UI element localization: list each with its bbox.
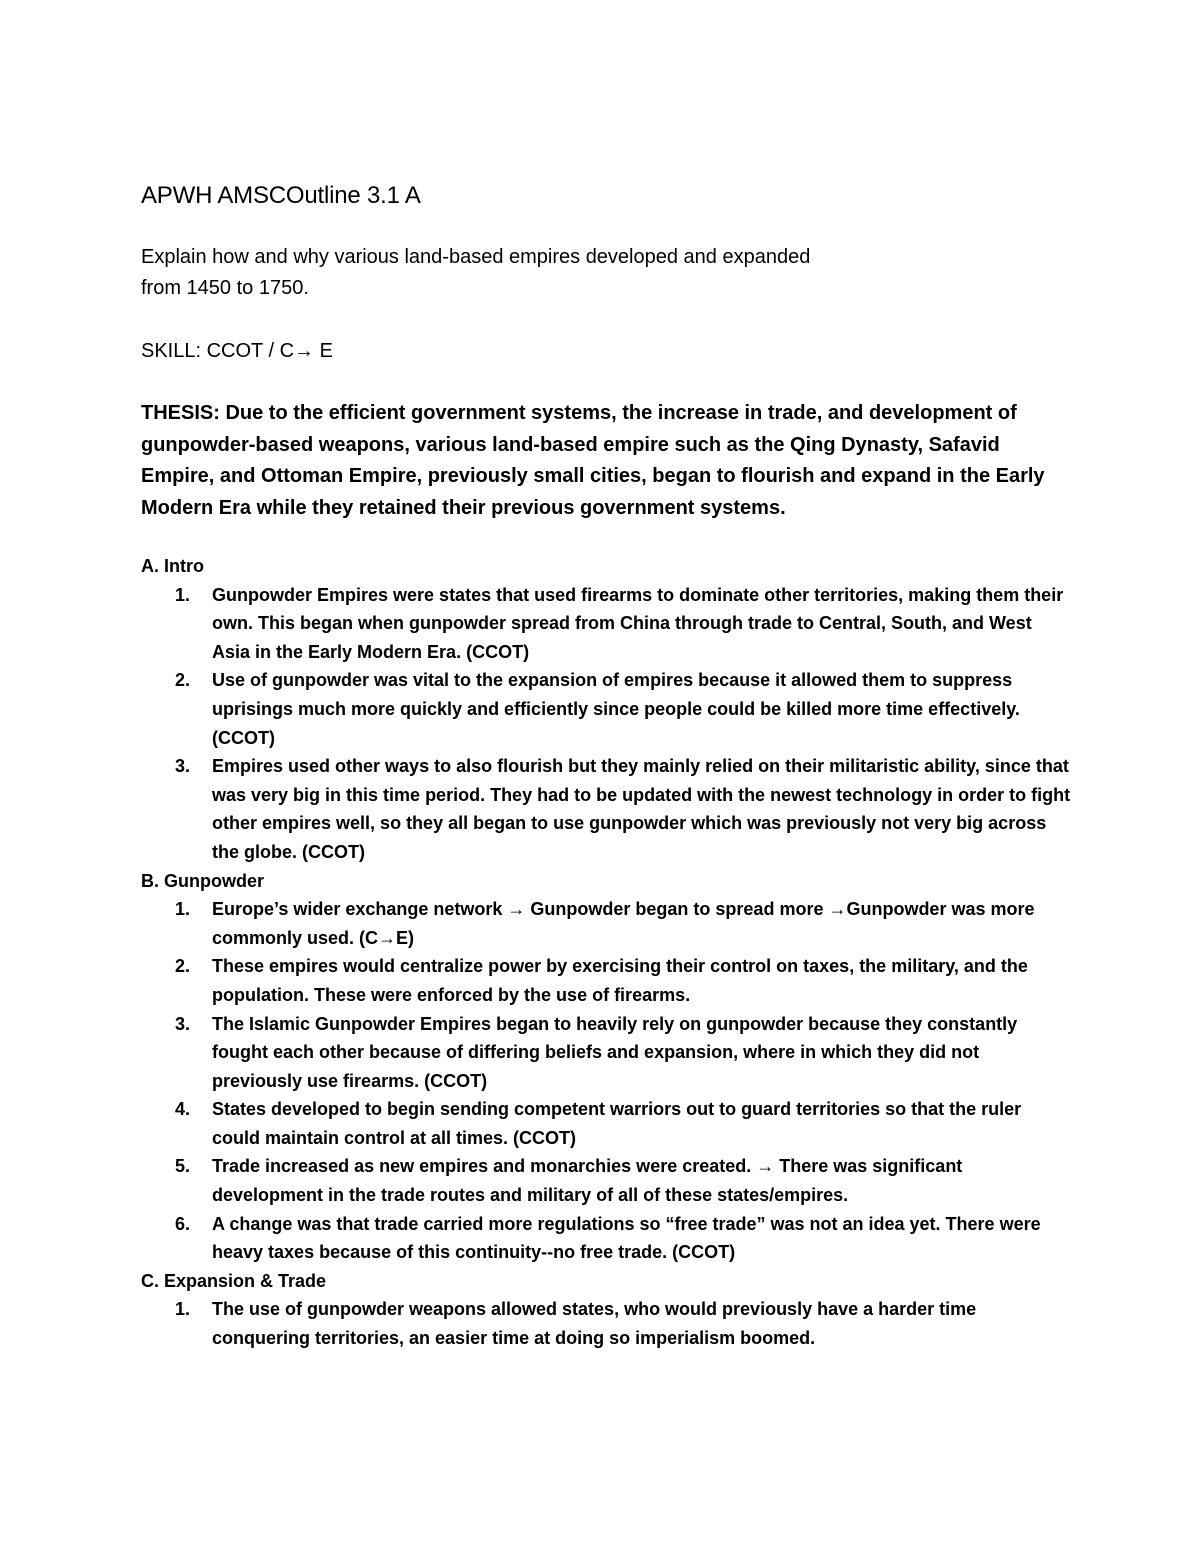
item-number: 4. (175, 1099, 191, 1120)
skill-line: SKILL: CCOT / C→ E (141, 340, 333, 362)
item-text: A change was that trade carried more regulations so “free trade” was not an idea yet. There were heavy taxes because of this continuity--no free trade. (CCOT) (212, 1213, 1041, 1263)
item-text: These empires would centralize power by exercising their control on taxes, the military, and the population. These were enforced by the use of firearms. (212, 956, 1028, 1005)
section-item-list (141, 1295, 1071, 1352)
item-text: The use of gunpowder weapons allowed states, who would previously have a harder time conquering territories, an easier time at doing so imperialism boomed. (212, 1299, 977, 1349)
item-text: Trade increased as new empires and monarchies were created. → There was significant development in the trade routes and military of all of these states/empires. (212, 1156, 963, 1206)
item-text: Gunpowder Empires were states that used firearms to dominate other territories, making them their own. This began when gunpowder spread from China through trade to Central, South, and West Asia in the Early Modern Era. (CCOT) (212, 584, 1064, 662)
item-number: 3. (175, 1013, 191, 1034)
list-item (141, 1295, 1071, 1352)
list-item (141, 1095, 1071, 1152)
item-number: 2. (175, 956, 191, 977)
item-number: 1. (175, 584, 191, 605)
item-number: 1. (175, 1299, 191, 1320)
outline-section-gunpowder (141, 867, 1071, 1267)
item-text: Use of gunpowder was vital to the expansion of empires because it allowed them to suppress uprisings much more quickly and efficiently since people could be killed more time effectively. (CCOT) (212, 670, 1020, 748)
list-item (141, 752, 1071, 866)
item-text: Europe’s wider exchange network → Gunpowder began to spread more →Gunpowder was more commonly used. (C→E) (212, 899, 1035, 948)
section-heading: C. Expansion & Trade (141, 1270, 327, 1291)
item-number: 6. (175, 1213, 191, 1234)
outline-section-expansion-trade (141, 1267, 1071, 1353)
section-item-list (141, 895, 1071, 1267)
document-page (141, 178, 1071, 1353)
item-number: 1. (175, 899, 191, 920)
item-text: The Islamic Gunpowder Empires began to heavily rely on gunpowder because they constantly fought each other because of differing beliefs and expansion, where in which they did not previously use firearms. (CCOT) (212, 1013, 1018, 1091)
prompt-text: Explain how and why various land-based empires developed and expanded from 1450 to 1750. (141, 246, 811, 299)
item-number: 3. (175, 756, 191, 777)
list-item (141, 952, 1071, 1009)
thesis-paragraph: THESIS: Due to the efficient government systems, the increase in trade, and development of gunpowder-based weapons, various land-based empire such as the Qing Dynasty, Safavid Empire, and Ottoman Empire, previously small cities, began to flourish and expand in the Early Modern Era while they retained their previous government systems. (141, 402, 1045, 519)
list-item (141, 581, 1071, 667)
list-item (141, 1210, 1071, 1267)
item-number: 5. (175, 1156, 191, 1177)
item-text: Empires used other ways to also flourish but they mainly relied on their militaristic ability, since that was very big in this time period. They had to be updated with the newest technology in order to fight other empires well, so they all began to use gunpowder which was previously not very big across the globe. (CCOT) (212, 756, 1071, 862)
list-item (141, 666, 1071, 752)
section-heading: B. Gunpowder (141, 870, 264, 891)
outline-section-intro (141, 552, 1071, 867)
item-number: 2. (175, 670, 191, 691)
document-title: APWH AMSCOutline 3.1 A (141, 182, 421, 209)
list-item (141, 1010, 1071, 1096)
section-item-list (141, 581, 1071, 867)
list-item (141, 1152, 1071, 1209)
item-text: States developed to begin sending competent warriors out to guard territories so that the ruler could maintain control at all times. (CCOT) (212, 1099, 1022, 1148)
outline (141, 552, 1071, 1353)
section-heading: A. Intro (141, 556, 204, 576)
list-item (141, 895, 1071, 952)
